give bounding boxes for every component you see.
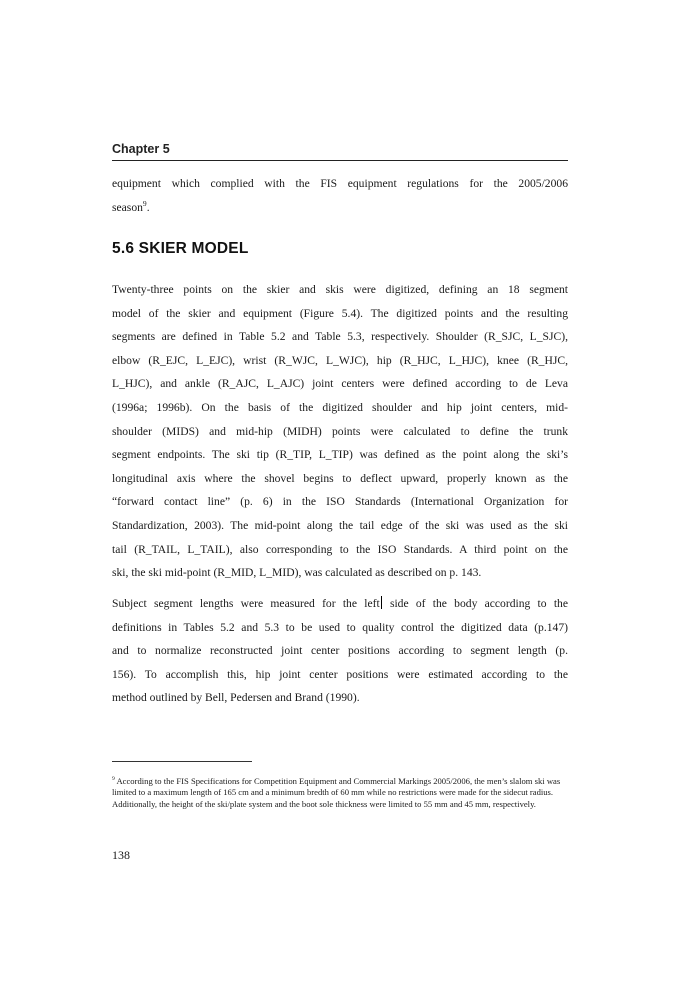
footnote-marker: 9 (112, 776, 115, 783)
text-line: longitudinal axis where the shovel begins to deflect upward, properly known as the (112, 471, 568, 485)
text-line: Twenty-three points on the skier and skis were digitized, defining an 18 segment (112, 283, 568, 296)
text-line: elbow (R_EJC, L_EJC), wrist (R_WJC, L_WJC), hip (R_HJC, L_HJC), knee (R_HJC, (112, 353, 568, 367)
text-line: method outlined by Bell, Pedersen and Brand (1990). (112, 691, 360, 705)
footnote-reference[interactable]: 9 (142, 198, 147, 208)
text-line: and to normalize reconstructed joint center positions according to segment length (p. (112, 644, 568, 658)
continued-paragraph (112, 172, 568, 219)
text-fragment: season (112, 200, 143, 214)
text-line (112, 196, 568, 220)
footnote-text: According to the FIS Specifications for Competition Equipment and Commercial Markings 2005/2006, the men’s slalom ski was limited to a maximum length of 165 cm and a minimum bredth of 60 mm while no restrictions were made for the sidecut radius. Additionally, the height of the ski/plate system and the boot sole thickness were limited to 55 mm and 45 mm, respectively. (112, 776, 561, 809)
footnote (112, 776, 568, 810)
text-line: (1996a; 1996b). On the basis of the digitized shoulder and hip joint centers, mid- (112, 400, 568, 414)
text-line: 156). To accomplish this, hip joint center positions were estimated according to the (112, 667, 568, 681)
text-line: segment endpoints. The ski tip (R_TIP, L_TIP) was defined as the point along the ski’s (112, 448, 568, 462)
text-line: model of the skier and equipment (Figure 5.4). The digitized points and the resulting (112, 306, 568, 320)
text-fragment: Subject segment lengths were measured for the left (112, 597, 380, 610)
section-heading: 5.6 SKIER MODEL (112, 240, 249, 257)
text-cursor (381, 596, 382, 609)
text-line: tail (R_TAIL, L_TAIL), also corresponding to the ISO Standards. A third point on the (112, 542, 568, 556)
text-line: segments are defined in Table 5.2 and Table 5.3, respectively. Shoulder (R_SJC, L_SJC), (112, 330, 568, 344)
text-line: “forward contact line” (p. 6) in the ISO Standards (International Organization for (112, 495, 568, 509)
text-line (112, 592, 568, 616)
chapter-label: Chapter 5 (112, 142, 170, 156)
paragraph-skier-model (112, 278, 568, 585)
text-fragment: side of the body according to the (382, 597, 568, 610)
footnote-separator (112, 761, 252, 762)
text-line: L_HJC), and ankle (R_AJC, L_AJC) joint centers were defined according to de Leva (112, 377, 568, 391)
paragraph-segment-lengths (112, 592, 568, 710)
text-line: ski, the ski mid-point (R_MID, L_MID), was calculated as described on p. 143. (112, 566, 482, 580)
text-fragment: . (146, 200, 150, 214)
text-line: shoulder (MIDS) and mid-hip (MIDH) points were calculated to define the trunk (112, 424, 568, 438)
page-number: 138 (112, 848, 130, 862)
running-header (112, 140, 568, 161)
text-line: definitions in Tables 5.2 and 5.3 to be used to quality control the digitized data (p.147) (112, 620, 568, 634)
text-line: Standardization, 2003). The mid-point along the tail edge of the ski was used as the ski (112, 518, 568, 532)
text-line: equipment which complied with the FIS equipment regulations for the 2005/2006 (112, 177, 568, 190)
